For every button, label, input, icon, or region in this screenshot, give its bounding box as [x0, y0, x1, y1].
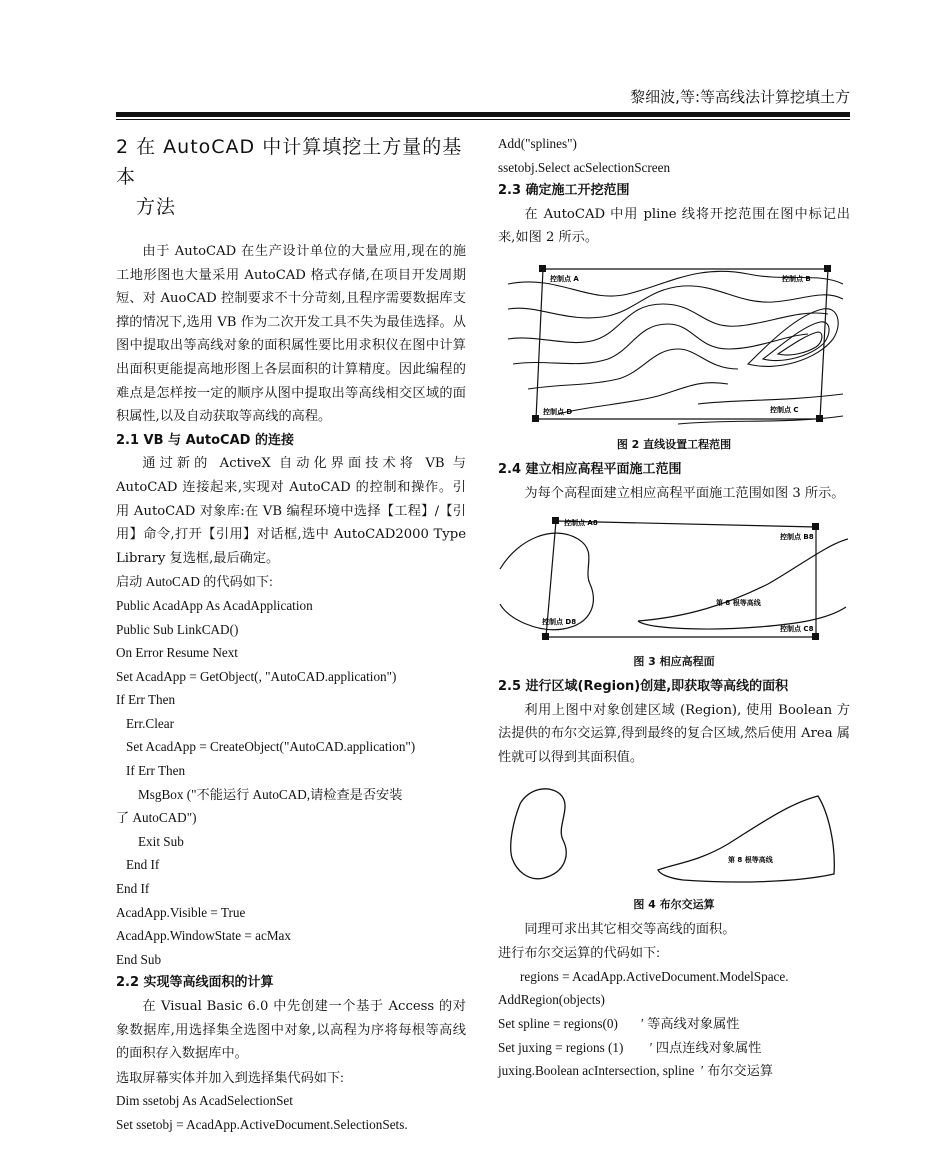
section-2-title-line2: 方法	[136, 196, 177, 218]
code-line: Dim ssetobj As AcadSelectionSet	[116, 1093, 293, 1109]
code-line: End Sub	[116, 951, 162, 967]
left-column	[116, 132, 466, 1137]
figure-2-drawing	[498, 254, 848, 434]
fig2-label-c: 控制点 C	[770, 405, 799, 414]
code-line: regions = AcadApp.ActiveDocument.ModelSpace.	[520, 968, 789, 984]
code-line: On Error Resume Next	[116, 645, 238, 661]
code-line: Set spline = regions(0) ′ 等高线对象属性	[498, 1015, 740, 1031]
code-line: If Err Then	[116, 692, 176, 708]
code-line: AcadApp.Visible = True	[116, 904, 246, 920]
fig3-label-d8: 控制点 D8	[542, 618, 577, 627]
code-line: Err.Clear	[126, 715, 174, 731]
heading-2-5: 2.5 进行区域(Region)创建,即获取等高线的面积	[498, 679, 789, 695]
para-2-2: 在 Visual Basic 6.0 中先创建一个基于 Access 的对象数据库,用选择集全选图中对象,以高程为序将每根等高线的面积存入数据库中。	[116, 999, 466, 1062]
code-intro-2-1: 启动 AutoCAD 的代码如下:	[116, 574, 273, 590]
right-column	[498, 132, 850, 1083]
code-line: Set juxing = regions (1) ′ 四点连线对象属性	[498, 1039, 762, 1055]
code-line: Exit Sub	[138, 833, 184, 849]
para-2-4: 为每个高程面建立相应高程平面施工范围如图 3 所示。	[524, 485, 845, 501]
fig2-label-a: 控制点 A	[550, 274, 579, 283]
code-line: Set ssetobj = AcadApp.ActiveDocument.SelectionSets.	[116, 1116, 408, 1132]
fig2-label-b: 控制点 B	[782, 274, 811, 283]
fig2-label-d: 控制点 D	[543, 407, 573, 416]
figure-2-caption: 图 2 直线设置工程范围	[616, 437, 732, 451]
para-2-1: 通过新的 ActiveX 自动化界面技术将 VB 与 AutoCAD 连接起来,实现对 AutoCAD 的控制和操作。引用 AutoCAD 对象库:在 VB 编程环境中选择【工程】/【引用】命令,打开【引用】对话框,选中 AutoCAD2000 Type Library 复选框,最后确定。	[116, 456, 466, 566]
code-line: AddRegion(objects)	[498, 992, 605, 1008]
figure-4-caption: 图 4 布尔交运算	[633, 897, 715, 911]
code-intro-2-5: 进行布尔交运算的代码如下:	[498, 945, 660, 961]
code-line: Add("splines")	[498, 136, 577, 151]
fig3-label-contour8: 第 8 根等高线	[716, 599, 761, 608]
para-2-3: 在 AutoCAD 中用 pline 线将开挖范围在图中标记出来,如图 2 所示。	[498, 206, 850, 246]
code-line: End If	[116, 881, 150, 897]
code-line: AcadApp.WindowState = acMax	[116, 928, 291, 944]
code-line: Public AcadApp As AcadApplication	[116, 597, 313, 613]
heading-2-3: 2.3 确定施工开挖范围	[498, 183, 630, 199]
figure-4	[498, 774, 850, 916]
code-line: 了 AutoCAD")	[116, 810, 197, 826]
para-2-5-b: 同理可求出其它相交等高线的面积。	[524, 921, 736, 937]
code-intro-2-2: 选取屏幕实体并加入到选择集代码如下:	[116, 1069, 344, 1085]
heading-2-4: 2.4 建立相应高程平面施工范围	[498, 461, 682, 477]
section-2-title-line1: 2 在 AutoCAD 中计算填挖土方量的基本	[116, 136, 463, 188]
heading-2-2: 2.2 实现等高线面积的计算	[116, 975, 274, 991]
section-2-intro: 由于 AutoCAD 在生产设计单位的大量应用,现在的施工地形图也大量采用 AutoCAD 格式存储,在项目开发周期短、对 AuoCAD 控制要求不十分苛刻,且程序需要数据库支撑的情况下,选用 VB 作为二次开发工具不失为最佳选择。从图中提取出等高线对象的面积属性要比用求积仪在图中计算出面积更能提高地形图上各层面积的计算精度。因此编程的难点是怎样按一定的顺序从图中提取出等高线相交区域的面积属性,以及自动获取等高线的高程。	[116, 244, 466, 425]
code-line: ssetobj.Select acSelectionScreen	[498, 159, 671, 175]
fig3-label-c8: 控制点 C8	[780, 625, 814, 634]
code-line: Set AcadApp = CreateObject("AutoCAD.application")	[126, 739, 416, 755]
header-rule-thick	[116, 112, 850, 117]
running-head: 黎细波,等:等高线法计算挖填土方	[630, 88, 850, 106]
figure-3	[498, 509, 850, 673]
code-line: Set AcadApp = GetObject(, "AutoCAD.application")	[116, 668, 397, 684]
figure-4-drawing	[498, 774, 848, 894]
para-2-5: 利用上图中对象创建区域 (Region), 使用 Boolean 方法提供的布尔交运算,得到最终的复合区域,然后使用 Area 属性就可以得到其面积值。	[498, 702, 850, 765]
fig3-label-a8: 控制点 A8	[564, 519, 598, 528]
fig4-label-contour8: 第 8 根等高线	[728, 855, 773, 864]
figure-3-caption: 图 3 相应高程面	[633, 655, 715, 669]
fig3-label-b8: 控制点 B8	[780, 533, 814, 542]
heading-2-1: 2.1 VB 与 AutoCAD 的连接	[116, 432, 294, 448]
code-line: MsgBox ("不能运行 AutoCAD,请检查是否安装	[138, 786, 403, 802]
figure-3-drawing	[498, 509, 848, 651]
code-line: juxing.Boolean acIntersection, spline ′ 布尔交运算	[498, 1063, 774, 1079]
figure-2	[498, 254, 850, 456]
code-line: End If	[126, 857, 160, 873]
code-line: Public Sub LinkCAD()	[116, 621, 239, 637]
header-rule-thin	[116, 119, 850, 120]
code-line: If Err Then	[126, 763, 186, 779]
section-2-title	[116, 132, 466, 222]
